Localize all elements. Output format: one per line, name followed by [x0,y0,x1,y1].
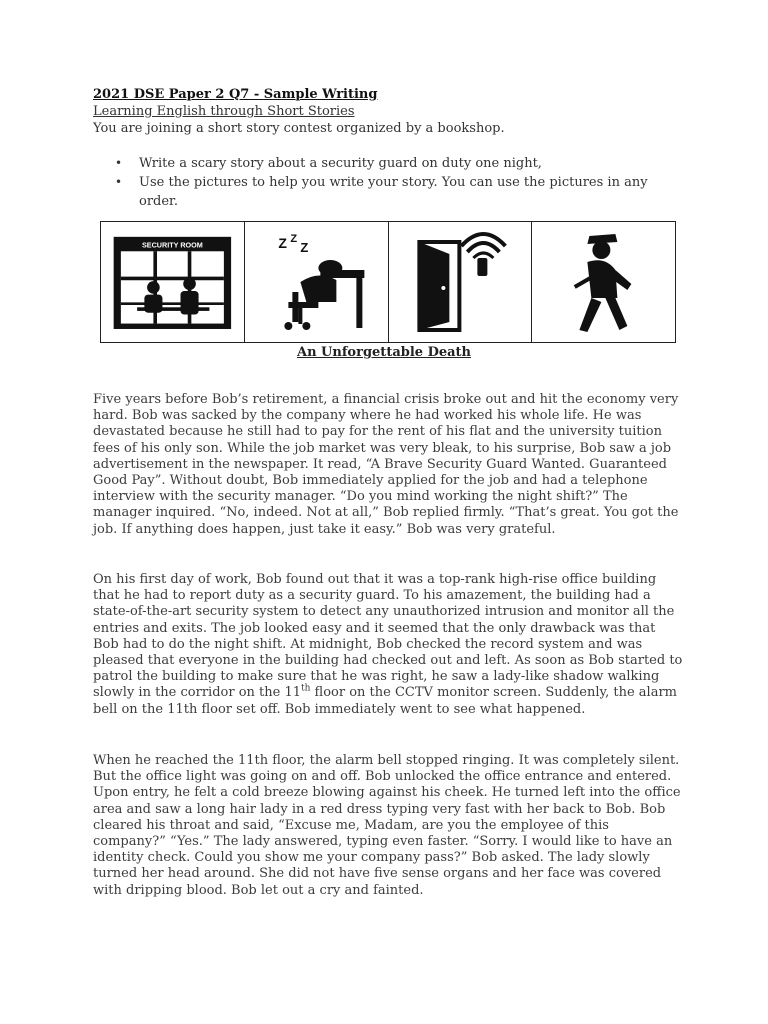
instruction-list [93,154,683,211]
patrolling-guard-picture [532,222,675,342]
patrolling-guard-icon [532,222,675,342]
document-subtitle: Learning English through Short Stories [93,104,355,119]
security-room-picture [101,222,245,342]
svg-text:Z: Z [300,240,309,255]
sleeping-guard-picture [245,222,389,342]
svg-text:Z: Z [290,233,297,245]
document-title: 2021 DSE Paper 2 Q7 - Sample Writing [93,87,378,102]
story-paragraph-2: On his first day of work, Bob found out that it was a top-rank high-rise office building that he had to report duty as a security guard. To his amazement, the building had a state-of-the-art security system to detect any unauthorized intrusion and monitor all the entries and exits. The job looked easy and it seemed that the only drawback was that Bob had to do the night shift. At midnight, Bob checked the record system and was pleased that everyone in the building had checked out and left. As soon as Bob started to patrol the building to make sure that he was right, he saw a lady-like shadow walking slowly in the corridor on the 11th floor on the CCTV monitor screen. Suddenly, the alarm bell on the 11th floor set off. Bob immediately went to see what happened. [93,572,683,717]
document-header [93,86,683,211]
security-room-icon [101,222,244,342]
picture-strip [100,221,676,343]
story-paragraph-1: Five years before Bob’s retirement, a financial crisis broke out and hit the economy very hard. Bob was sacked by the company where he had worked his whole life. He was devastated because he still had to pay for the rent of his flat and the university tuition fees of his only son. While the job market was very bleak, to his surprise, Bob saw a job advertisement in the newspaper. It read, “A Brave Security Guard Wanted. Guaranteed Good Pay”. Without doubt, Bob immediately applied for the job and had a telephone interview with the security manager. “Do you mind working the night shift?” The manager inquired. “No, indeed. Not at all,” Bob replied firmly. “That’s great. You got the job. If anything does happen, just take it easy.” Bob was very grateful. [93,392,679,537]
intro-text: You are joining a short story contest organized by a bookshop. [93,121,505,136]
story-title: An Unforgettable Death [296,345,471,360]
svg-text:Z: Z [278,235,287,251]
instruction-item: • Write a scary story about a security guard on duty one night, [93,154,683,173]
security-room-label: SECURITY ROOM [141,240,203,250]
instruction-item: • Use the pictures to help you write your story. You can use the pictures in any order. [93,173,683,211]
story-paragraph-3: When he reached the 11th floor, the alarm bell stopped ringing. It was completely silent. But the office light was going on and off. Bob unlocked the office entrance and entered. Upon entry, he felt a cold breeze blowing against his cheek. He turned left into the office area and saw a long hair lady in a red dress typing very fast with her back to Bob. Bob cleared his throat and said, “Excuse me, Madam, are you the employee of this company?” “Yes.” The lady answered, typing even faster. “Sorry. I would like to have an identity check. Could you show me your company pass?” Bob asked. The lady slowly turned her head around. She did not have five sense organs and her face was covered with dripping blood. Bob let out a cry and fainted. [93,753,681,898]
sleeping-guard-icon [245,222,388,342]
door-alarm-icon [389,222,532,342]
open-door-picture [389,222,533,342]
